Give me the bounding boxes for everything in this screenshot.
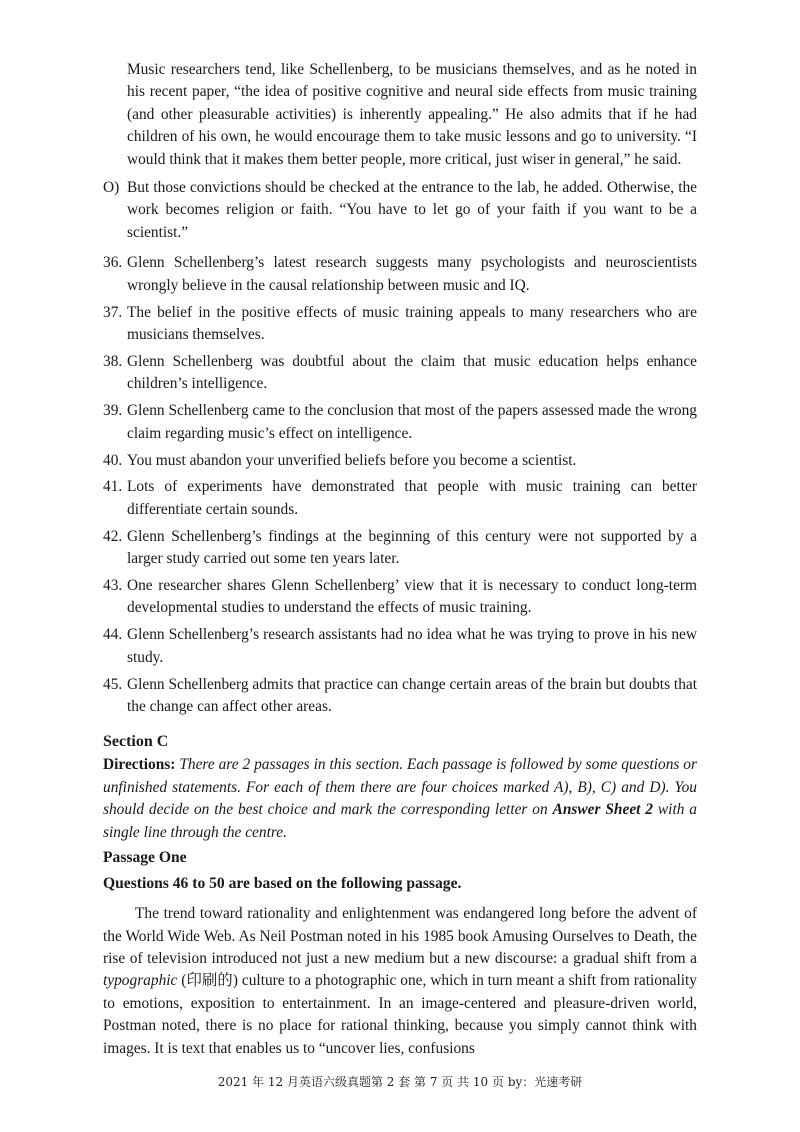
question-text: Glenn Schellenberg’s latest research suggests many psychologists and neuroscientists wrongly believe in the causal relationship between music and IQ. xyxy=(127,254,697,294)
question-text: You must abandon your unverified beliefs before you become a scientist. xyxy=(127,451,577,469)
section-c-directions xyxy=(103,754,697,844)
question-number: 44. xyxy=(103,626,123,644)
paragraph-o-text: But those convictions should be checked at the entrance to the lab, he added. Otherwise, the work becomes religion or faith. “You have to let go of your faith if you want to be a scientist.” xyxy=(127,179,697,241)
question-45 xyxy=(103,674,697,719)
question-text: One researcher shares Glenn Schellenberg’ view that it is necessary to conduct long-term developmental studies to understand the effects of music training. xyxy=(127,577,697,617)
question-38 xyxy=(103,351,697,396)
question-43 xyxy=(103,575,697,620)
question-number: 40. xyxy=(103,451,123,469)
question-number: 36. xyxy=(103,254,123,272)
continuation-paragraph: Music researchers tend, like Schellenberg, to be musicians themselves, and as he noted in his recent paper, “the idea of positive cognitive and neural side effects from music training (and other pleasurable activities) is inherently appealing.” He also admits that if he had children of his own, he would encourage them to take music lessons and go to university. “I would think that it makes them better people, more critical, just wiser in general,” he said. xyxy=(127,61,697,168)
directions-tail: with a single line through the centre. xyxy=(103,801,697,841)
question-text: Glenn Schellenberg’s findings at the beginning of this century were not supported by a larger study carried out some ten years later. xyxy=(127,527,697,568)
paragraph-o xyxy=(103,177,697,244)
question-number: 43. xyxy=(103,577,123,595)
passage-text-part-2: culture to a photographic one, which in turn meant a shift from rationality to emotions, exposition to entertainment. In an image-centered and pleasure-driven world, Postman noted, there is no place for rational thinking, because you simply cannot think with images. It is text that enables us to “uncover lies, confusions xyxy=(103,972,698,1057)
question-37 xyxy=(103,302,697,347)
passage-title: Passage One xyxy=(103,849,187,867)
question-text: The belief in the positive effects of music training appeals to many researchers who are musicians themselves. xyxy=(127,303,697,343)
question-42 xyxy=(103,526,697,571)
question-text: Glenn Schellenberg’s research assistants had no idea what he was trying to prove in his new study. xyxy=(127,626,697,666)
passage-text-part-1: The trend toward rationality and enlightenment was endangered long before the advent of the World Wide Web. As Neil Postman noted in his 1985 book Amusing Ourselves to Death, the rise of television introduced not just a new medium but a new discourse: a gradual shift from a xyxy=(103,905,697,967)
question-number: 42. xyxy=(103,527,123,545)
directions-body: There are 2 passages in this section. Each passage is followed by some questions or unfinished statements. For each of them there are four choices marked A), B), C) and D). You should decide on the best choice and mark the corresponding letter on xyxy=(103,756,697,819)
question-number: 41. xyxy=(103,478,123,496)
page-footer: 2021 年 12 月英语六级真题第 2 套 第 7 页 共 10 页 by：光速考研 xyxy=(217,1075,583,1089)
question-list xyxy=(103,252,697,718)
question-39 xyxy=(103,400,697,445)
question-40 xyxy=(103,450,697,472)
question-number: 37. xyxy=(103,303,123,321)
question-text: Glenn Schellenberg admits that practice can change certain areas of the brain but doubts that the change can affect other areas. xyxy=(127,675,697,716)
answer-sheet-reference: Answer Sheet 2 xyxy=(552,801,654,819)
section-c-title: Section C xyxy=(103,733,169,751)
question-number: 45. xyxy=(103,675,123,693)
question-number: 39. xyxy=(103,402,123,420)
question-44 xyxy=(103,624,697,669)
question-41 xyxy=(103,476,697,521)
question-number: 38. xyxy=(103,352,123,370)
exam-page xyxy=(103,59,697,1060)
question-36 xyxy=(103,252,697,297)
directions-label: Directions: xyxy=(103,756,176,774)
passage-chinese-gloss: (印刷的) xyxy=(177,972,242,990)
question-text: Lots of experiments have demonstrated that people with music training can better differentiate certain sounds. xyxy=(127,478,697,518)
paragraph-o-label: O) xyxy=(103,179,120,197)
passage-subtitle: Questions 46 to 50 are based on the following passage. xyxy=(103,875,462,893)
passage-italic-term: typographic xyxy=(103,972,178,990)
passage-one-body xyxy=(103,903,697,1060)
question-text: Glenn Schellenberg was doubtful about the claim that music education helps enhance children’s intelligence. xyxy=(127,352,697,393)
question-text: Glenn Schellenberg came to the conclusion that most of the papers assessed made the wrong claim regarding music’s effect on intelligence. xyxy=(127,402,697,442)
